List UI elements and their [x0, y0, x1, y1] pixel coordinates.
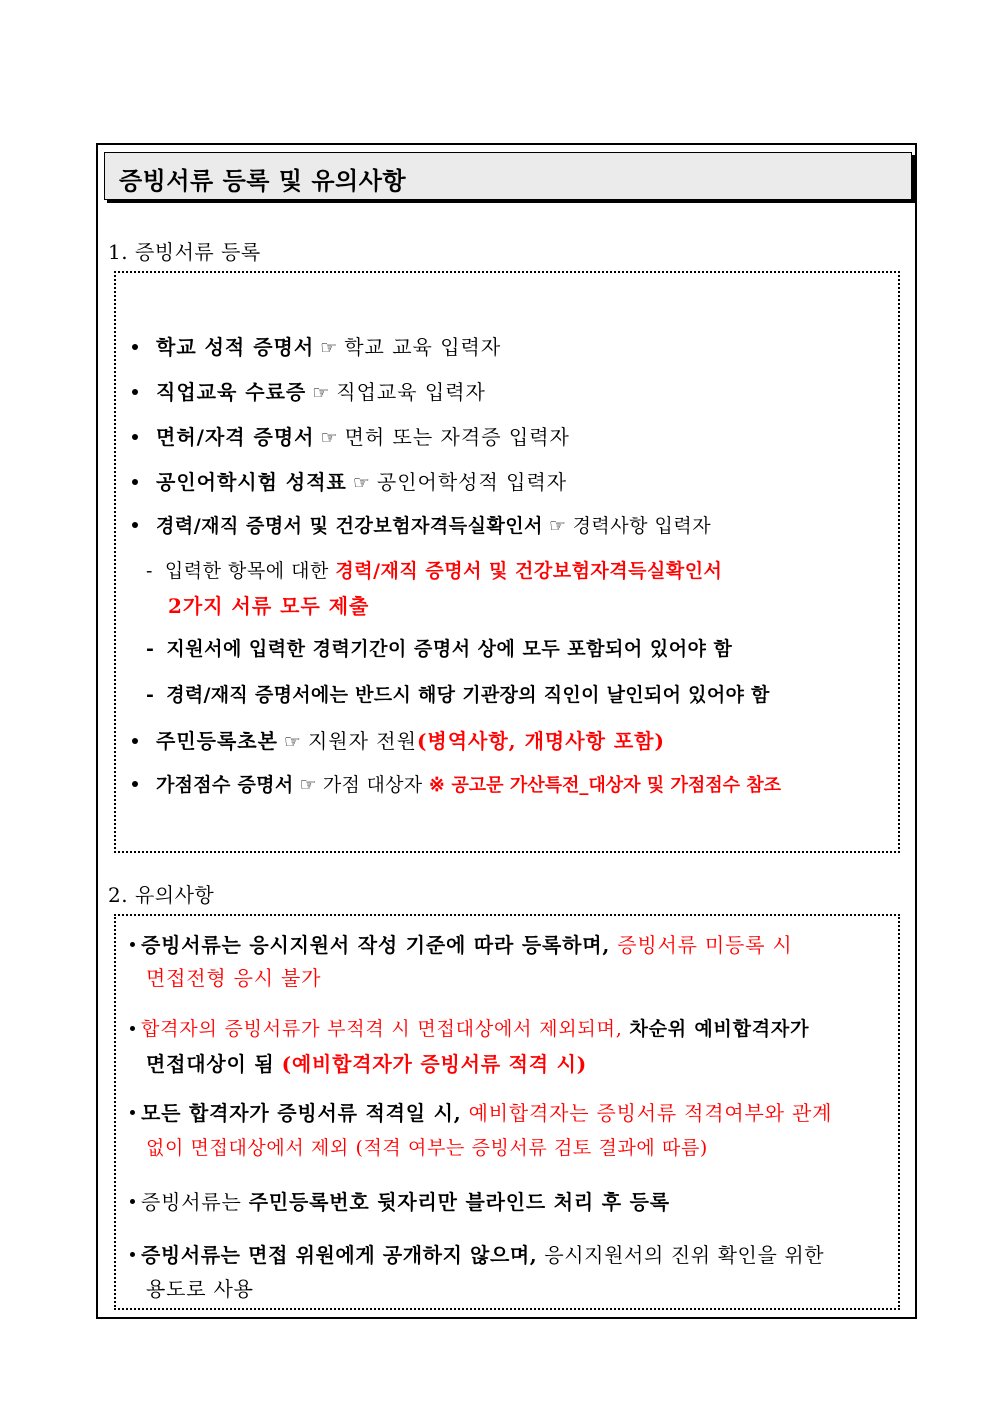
sub2-text: 지원서에 입력한 경력기간이 증명서 상에 모두 포함되어 있어야 함: [166, 638, 733, 660]
reference-mark-icon: ※: [428, 774, 446, 796]
list-item: [132, 770, 781, 797]
note5-text: 응시지원서의 진위 확인을 위한: [544, 1243, 825, 1267]
note3-text: 모든 합격자가 증빙서류 적격일 시,: [141, 1101, 462, 1125]
item-label: 면허/자격 증명서: [156, 425, 315, 449]
item-target: 경력사항 입력자: [572, 515, 712, 537]
item-target: 학교 교육 입력자: [344, 335, 502, 359]
note3-red-continued: 없이 면접대상에서 제외 (적격 여부는 증빙서류 검토 결과에 따름): [146, 1137, 708, 1159]
title-box: [104, 152, 912, 200]
sub1-red-continued: 2가지 서류 모두 제출: [168, 594, 370, 618]
list-item: [132, 511, 711, 538]
item-target: 직업교육 입력자: [336, 380, 486, 404]
sub1-pre: 입력한 항목에 대한: [164, 560, 329, 582]
bullet-icon: [132, 781, 138, 787]
item-target: 가점 대상자: [322, 774, 423, 796]
note-item: [130, 1097, 832, 1126]
bullet-icon: [132, 434, 138, 440]
sub-item: [146, 556, 722, 583]
item-label: 공인어학시험 성적표: [156, 470, 347, 494]
note1-red: 증빙서류 미등록 시: [617, 933, 793, 957]
list-item: [132, 725, 665, 754]
note3-red: 예비합격자는 증빙서류 적격여부와 관계: [468, 1101, 833, 1125]
section2-heading: 2. 유의사항: [108, 883, 215, 907]
item-label: 학교 성적 증명서: [156, 335, 315, 359]
note-item-continued: [146, 1048, 587, 1077]
pointing-hand-icon: ☞: [320, 337, 339, 359]
note2-text: 차순위 예비합격자가: [629, 1018, 810, 1040]
item-label: 직업교육 수료증: [156, 380, 307, 404]
item-target: 공인어학성적 입력자: [376, 470, 568, 494]
dash-marker: -: [146, 684, 155, 706]
bullet-icon: [132, 344, 138, 350]
list-item: [132, 466, 567, 495]
sub3-text: 경력/재직 증명서에는 반드시 해당 기관장의 직인이 날인되어 있어야 함: [166, 684, 770, 706]
note1-text: 증빙서류는 응시지원서 작성 기준에 따라 등록하며,: [141, 933, 611, 957]
page-title: 증빙서류 등록 및 유의사항: [119, 167, 407, 195]
pointing-hand-icon: ☞: [312, 382, 331, 404]
item-label: 가점점수 증명서: [156, 774, 294, 796]
note2-red: 합격자의 증빙서류가 부적격 시 면접대상에서 제외되며,: [141, 1018, 623, 1040]
note5-bold: 증빙서류는 면접 위원에게 공개하지 않으며,: [141, 1243, 538, 1267]
note2-red-continued: (예비합격자가 증빙서류 적격 시): [281, 1052, 588, 1076]
pointing-hand-icon: ☞: [283, 731, 302, 753]
bullet-icon: [130, 942, 135, 947]
section1-heading: 1. 증빙서류 등록: [108, 240, 261, 264]
note1-red-continued: 면접전형 응시 불가: [146, 966, 322, 990]
dash-marker: -: [146, 638, 155, 660]
bullet-icon: [130, 1026, 135, 1031]
item-target: 면허 또는 자격증 입력자: [344, 425, 570, 449]
bullet-icon: [132, 738, 138, 744]
sub-item: [146, 634, 732, 661]
pointing-hand-icon: ☞: [320, 427, 339, 449]
note-item: [130, 929, 793, 958]
sub-item: [146, 680, 770, 707]
bullet-icon: [130, 1199, 135, 1204]
pointing-hand-icon: ☞: [299, 774, 317, 796]
list-item: [132, 421, 570, 450]
note4-bold: 주민등록번호 뒷자리만 블라인드 처리 후 등록: [248, 1190, 670, 1214]
bullet-icon: [132, 389, 138, 395]
note2-text-continued: 면접대상이 됨: [146, 1052, 275, 1076]
note-item: [130, 1239, 824, 1268]
note-item: [130, 1014, 809, 1041]
bullet-icon: [132, 479, 138, 485]
bullet-icon: [130, 1110, 135, 1115]
pointing-hand-icon: ☞: [549, 515, 567, 537]
item-note: 공고문 가산특전_대상자 및 가점점수 참조: [451, 775, 782, 796]
item-target: 지원자 전원: [307, 729, 417, 753]
dash-marker: -: [146, 560, 153, 582]
note-item: [130, 1186, 670, 1215]
list-item: [132, 331, 501, 360]
item-label: 주민등록초본: [156, 729, 278, 753]
bullet-icon: [130, 1252, 135, 1257]
bullet-icon: [132, 522, 138, 528]
sub1-red: 경력/재직 증명서 및 건강보험자격득실확인서: [335, 560, 723, 582]
note5-text-continued: 용도로 사용: [146, 1277, 254, 1301]
pointing-hand-icon: ☞: [352, 472, 371, 494]
item-note: (병역사항, 개명사항 포함): [416, 729, 665, 753]
note4-text: 증빙서류는: [141, 1190, 242, 1214]
list-item: [132, 376, 486, 405]
item-label: 경력/재직 증명서 및 건강보험자격득실확인서: [156, 515, 544, 537]
